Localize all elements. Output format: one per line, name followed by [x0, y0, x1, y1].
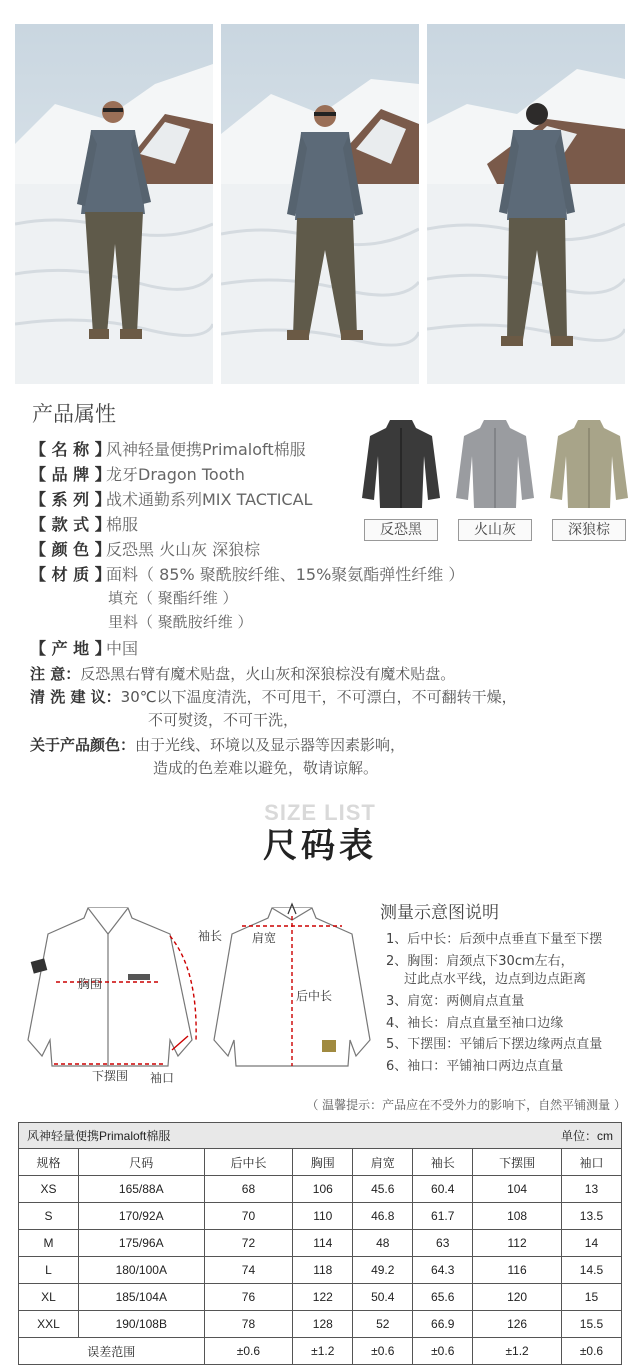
swatch-black-label: 反恐黑 — [364, 519, 438, 541]
back-length-label: 后中长 — [296, 989, 333, 1003]
brown-jacket-icon — [548, 416, 630, 516]
color-note-label: 关于产品颜色： — [30, 736, 136, 754]
table-header: 袖口 — [561, 1149, 621, 1176]
attr-color-value: 反恐黑 火山灰 深狼棕 — [106, 540, 261, 559]
attr-style-value: 棉服 — [106, 515, 139, 534]
table-header: 袖长 — [413, 1149, 473, 1176]
measure-item-6: 6、袖口：平铺袖口两边点直量 — [386, 1059, 564, 1074]
tolerance-cell: ±1.2 — [473, 1338, 562, 1365]
table-caption — [19, 1123, 622, 1149]
front-view-photo — [221, 24, 419, 384]
table-cell: 65.6 — [413, 1284, 473, 1311]
table-cell: XL — [19, 1284, 79, 1311]
attr-series-row — [30, 487, 312, 510]
size-table — [18, 1122, 622, 1365]
attr-filling: 填充（ 聚酯纤维 ） — [108, 589, 238, 607]
table-caption-text: 风神轻量便携Primaloft棉服 — [27, 1129, 171, 1143]
attr-brand-row — [30, 462, 245, 485]
swatch-black — [360, 416, 442, 541]
table-cell: 185/104A — [78, 1284, 204, 1311]
back-view-photo — [427, 24, 625, 384]
swatch-brown — [548, 416, 630, 541]
attr-material-row — [30, 562, 464, 585]
attr-color-label: 【 颜 色 】 — [30, 540, 111, 559]
table-cell: 14.5 — [561, 1257, 621, 1284]
table-row — [19, 1311, 622, 1338]
table-cell: 126 — [473, 1311, 562, 1338]
swatch-gray — [454, 416, 536, 541]
attention-note — [30, 663, 455, 684]
table-header: 肩宽 — [353, 1149, 413, 1176]
table-cell: 15.5 — [561, 1311, 621, 1338]
attr-origin-value: 中国 — [106, 639, 139, 658]
table-header: 规格 — [19, 1149, 79, 1176]
table-cell: 70 — [204, 1203, 293, 1230]
wash-text-2: 不可熨烫，不可干洗， — [148, 711, 299, 729]
table-cell: S — [19, 1203, 79, 1230]
table-cell: 64.3 — [413, 1257, 473, 1284]
table-cell: 120 — [473, 1284, 562, 1311]
color-note-text-2: 造成的色差难以避免，敬请谅解。 — [153, 759, 379, 777]
attr-material-label: 【 材 质 】 — [30, 565, 111, 584]
size-list-heading: SIZE LIST — [264, 800, 376, 825]
table-cell: 63 — [413, 1230, 473, 1257]
front-view-left-photo — [15, 24, 213, 384]
swatch-brown-label: 深狼棕 — [552, 519, 626, 541]
table-cell: 48 — [353, 1230, 413, 1257]
table-header: 尺码 — [78, 1149, 204, 1176]
cuff-label: 袖口 — [150, 1071, 175, 1085]
table-cell: 165/88A — [78, 1176, 204, 1203]
table-cell: 114 — [293, 1230, 353, 1257]
attr-style-label: 【 款 式 】 — [30, 515, 111, 534]
measure-item-2b: 过此点水平线，边点到边点距离 — [404, 972, 587, 987]
chest-label: 胸围 — [78, 977, 103, 991]
table-cell: 46.8 — [353, 1203, 413, 1230]
table-cell: 52 — [353, 1311, 413, 1338]
swatch-gray-label: 火山灰 — [458, 519, 532, 541]
tolerance-cell: ±0.6 — [204, 1338, 293, 1365]
table-cell: 13.5 — [561, 1203, 621, 1230]
table-cell: 72 — [204, 1230, 293, 1257]
table-cell: 50.4 — [353, 1284, 413, 1311]
table-cell: L — [19, 1257, 79, 1284]
measure-item-4: 4、袖长：肩点直量至袖口边缘 — [386, 1016, 564, 1031]
color-note-text: 由于光线、环境以及显示器等因素影响， — [135, 736, 406, 754]
table-cell: 112 — [473, 1230, 562, 1257]
tolerance-cell: ±0.6 — [413, 1338, 473, 1365]
table-cell: XS — [19, 1176, 79, 1203]
tolerance-row — [19, 1338, 622, 1365]
tolerance-cell: ±0.6 — [353, 1338, 413, 1365]
table-header: 下摆围 — [473, 1149, 562, 1176]
wash-label: 清 洗 建 议： — [30, 688, 121, 706]
table-cell: 108 — [473, 1203, 562, 1230]
table-cell: 13 — [561, 1176, 621, 1203]
attr-origin-label: 【 产 地 】 — [30, 639, 111, 658]
table-row — [19, 1176, 622, 1203]
attr-brand-value: 龙牙Dragon Tooth — [106, 465, 245, 484]
attr-lining: 里料（ 聚酰胺纤维 ） — [108, 613, 253, 631]
color-note — [30, 734, 405, 755]
attention-text: 反恐黑右臂有魔术贴盘，火山灰和深狼棕没有魔术贴盘。 — [80, 665, 456, 683]
table-cell: 74 — [204, 1257, 293, 1284]
product-photos — [15, 24, 625, 384]
black-jacket-icon — [360, 416, 442, 516]
attr-material-value: 面料（ 85% 聚酰胺纤维、15%聚氨酯弹性纤维 ） — [106, 565, 465, 584]
table-row — [19, 1257, 622, 1284]
shoulder-label: 肩宽 — [252, 931, 277, 945]
wash-text: 30℃以下温度清洗，不可甩干，不可漂白，不可翻转干燥， — [120, 688, 517, 706]
jacket-measure-diagram — [20, 890, 375, 1090]
table-caption-row — [19, 1123, 622, 1149]
table-cell: 14 — [561, 1230, 621, 1257]
table-cell: 116 — [473, 1257, 562, 1284]
table-cell: 49.2 — [353, 1257, 413, 1284]
table-cell: 128 — [293, 1311, 353, 1338]
attr-color-row — [30, 537, 260, 560]
attr-style-row — [30, 512, 138, 535]
table-cell: 78 — [204, 1311, 293, 1338]
measure-item-5: 5、下摆围：平铺后下摆边缘两点直量 — [386, 1037, 603, 1052]
table-row — [19, 1203, 622, 1230]
gray-jacket-icon — [454, 416, 536, 516]
attr-origin-row — [30, 636, 138, 659]
wash-note — [30, 686, 517, 707]
table-cell: 76 — [204, 1284, 293, 1311]
tolerance-cell: ±0.6 — [561, 1338, 621, 1365]
table-cell: 104 — [473, 1176, 562, 1203]
table-cell: 60.4 — [413, 1176, 473, 1203]
table-cell: 66.9 — [413, 1311, 473, 1338]
measure-item-2: 2、胸围：肩颈点下30cm左右， — [386, 954, 574, 969]
tolerance-cell: ±1.2 — [293, 1338, 353, 1365]
attr-series-value: 战术通勤系列MIX TACTICAL — [106, 490, 313, 509]
attr-brand-label: 【 品 牌 】 — [30, 465, 111, 484]
measure-title: 测量示意图说明 — [380, 903, 499, 923]
table-row — [19, 1284, 622, 1311]
attr-name-label: 【 名 称 】 — [30, 440, 111, 459]
hem-label: 下摆围 — [92, 1069, 129, 1083]
table-cell: 122 — [293, 1284, 353, 1311]
table-cell: XXL — [19, 1311, 79, 1338]
table-cell: 68 — [204, 1176, 293, 1203]
table-cell: 110 — [293, 1203, 353, 1230]
table-row — [19, 1230, 622, 1257]
table-cell: 118 — [293, 1257, 353, 1284]
table-cell: 170/92A — [78, 1203, 204, 1230]
attention-label: 注 意： — [30, 665, 81, 683]
color-swatches — [360, 416, 630, 541]
attributes-title: 产品属性 — [32, 402, 116, 426]
tolerance-label: 误差范围 — [19, 1338, 205, 1365]
measure-item-3: 3、肩宽：两侧肩点直量 — [386, 994, 525, 1009]
table-cell: 45.6 — [353, 1176, 413, 1203]
table-cell: 175/96A — [78, 1230, 204, 1257]
table-cell: 61.7 — [413, 1203, 473, 1230]
measure-item-1: 1、后中长：后颈中点垂直下量至下摆 — [386, 932, 603, 947]
table-cell: 180/100A — [78, 1257, 204, 1284]
attr-name-value: 风神轻量便携Primaloft棉服 — [106, 440, 306, 459]
table-cell: 106 — [293, 1176, 353, 1203]
table-cell: 190/108B — [78, 1311, 204, 1338]
table-unit: 单位：cm — [561, 1129, 613, 1143]
sleeve-label: 袖长 — [198, 929, 223, 943]
table-header: 后中长 — [204, 1149, 293, 1176]
measurement-diagrams — [20, 890, 375, 1090]
attr-name-row — [30, 437, 306, 460]
measure-tip: （ 温馨提示：产品应在不受外力的影响下，自然平铺测量 ） — [306, 1098, 626, 1112]
table-header-row — [19, 1149, 622, 1176]
table-header: 胸围 — [293, 1149, 353, 1176]
size-table-title: 尺码表 — [263, 826, 377, 866]
attr-series-label: 【 系 列 】 — [30, 490, 111, 509]
table-cell: M — [19, 1230, 79, 1257]
table-cell: 15 — [561, 1284, 621, 1311]
